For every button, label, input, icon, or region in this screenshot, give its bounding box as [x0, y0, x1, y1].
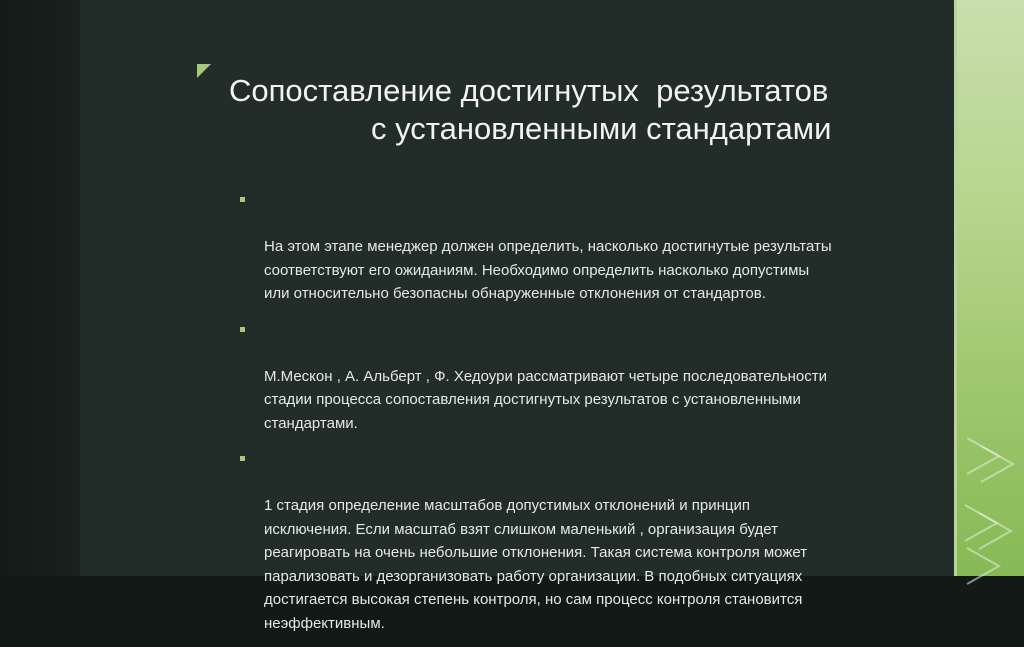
bullet-item [240, 188, 890, 306]
left-decorative-band [0, 0, 80, 576]
square-bullet-icon [240, 197, 245, 202]
square-bullet-icon [240, 456, 245, 461]
slide-title [229, 72, 929, 148]
square-bullet-icon [240, 327, 245, 332]
right-decorative-band [957, 0, 1024, 576]
slide-title-line-2: с установленными стандартами [371, 111, 832, 146]
slide-title-line-1: Сопоставление достигнутых результатов [229, 73, 829, 108]
triangle-corner-icon [197, 64, 211, 78]
chevron-right-icon [965, 438, 1013, 584]
bullet-text: На этом этапе менеджер должен определить, насколько достигнутые результаты соответствуют его ожиданиям. Необходимо определить насколько допустимы или относительно безопасны обнаруженные отклонения от стандартов. [264, 238, 832, 302]
bullet-item [240, 318, 890, 436]
bullet-text: 1 стадия определение масштабов допустимых отклонений и принцип исключения. Если масштаб взят слишком маленький , организация будет реагировать на очень небольшие отклонения. Такая система контроля может парализовать и дезорганизовать работу организации. В подобных ситуациях достигается высокая степень контроля, но сам процесс контроля становится неэффективным. [264, 497, 808, 632]
bullet-list [240, 188, 890, 647]
chevron-pattern [957, 0, 1024, 576]
bullet-item [240, 447, 890, 635]
bullet-text: М.Мескон , А. Альберт , Ф. Хедоури рассматривают четыре последовательности стадии процесса сопоставления достигнутых результатов с установленными стандартами. [264, 367, 827, 432]
